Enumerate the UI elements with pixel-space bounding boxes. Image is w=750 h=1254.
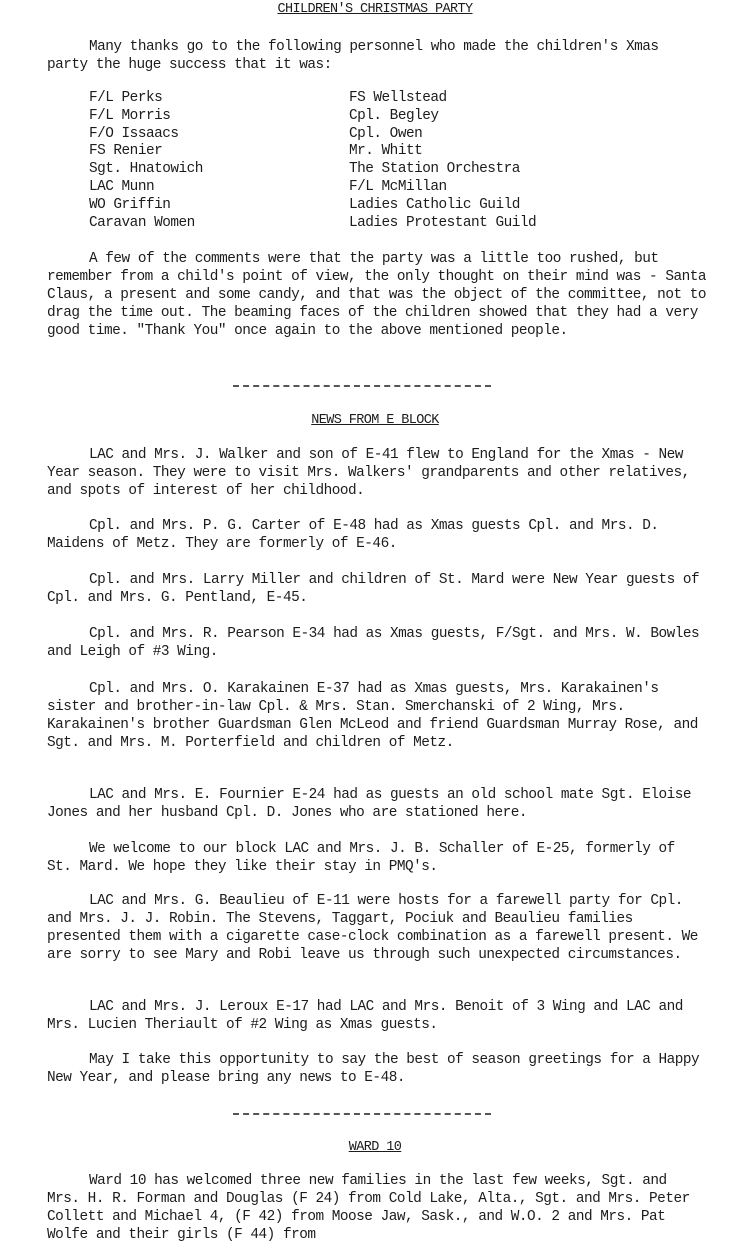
thanks-name: F/L McMillan xyxy=(349,178,447,195)
party-intro: Many thanks go to the following personnel who made the children's Xmas party the huge success that it was: xyxy=(47,39,659,73)
thanks-name: F/O Issaacs xyxy=(89,125,179,142)
party-title: CHILDREN'S CHRISTMAS PARTY xyxy=(277,2,473,17)
eblock-paragraph: Cpl. and Mrs. O. Karakainen E-37 had as Xmas guests, Mrs. Karakainen's sister and brother-in-law Cpl. & Mrs. Stan. Smerchanski of 2 Wing, Mrs. Karakainen's brother Guardsman Glen McLeod and friend Guardsman Murray Rose, and Sgt. and Mrs. M. Porterfield and children of Metz. xyxy=(47,681,698,751)
thanks-name: Ladies Catholic Guild xyxy=(349,196,520,213)
eblock-paragraph: LAC and Mrs. G. Beaulieu of E-11 were hosts for a farewell party for Cpl. and Mrs. J. J. Robin. The Stevens, Taggart, Pociuk and Beaulieu families presented them with a cigarette case-clock combination as a farewell present. We are sorry to see Mary and Robi leave us through such unexpected circumstances. xyxy=(47,893,698,963)
eblock-paragraph: LAC and Mrs. E. Fournier E-24 had as guests an old school mate Sgt. Eloise Jones and her husband Cpl. D. Jones who are stationed here. xyxy=(47,787,692,821)
eblock-title: NEWS FROM E BLOCK xyxy=(311,413,439,428)
thanks-name: FS Renier xyxy=(89,143,163,160)
thanks-name: Ladies Protestant Guild xyxy=(349,214,537,231)
thanks-name: WO Griffin xyxy=(89,196,171,213)
thanks-name: FS Wellstead xyxy=(349,90,447,106)
section-divider xyxy=(233,385,491,387)
eblock-paragraph: Cpl. and Mrs. Larry Miller and children of St. Mard were New Year guests of Cpl. and Mrs. G. Pentland, E-45. xyxy=(47,572,700,606)
party-comments: A few of the comments were that the party was a little too rushed, but remember from a child's point of view, the only thought on their mind was - Santa Claus, a present and some candy, and that was the object of the committee, not to drag the time out. The beaming faces of the children showed that they had a very good time. "Thank You" once again to the above mentioned people. xyxy=(47,251,706,339)
thanks-list-left xyxy=(89,90,203,232)
thanks-name: F/L Perks xyxy=(89,90,163,106)
eblock-paragraph: We welcome to our block LAC and Mrs. J. B. Schaller of E-25, formerly of St. Mard. We hope they like their stay in PMQ's. xyxy=(47,841,675,875)
eblock-paragraph: LAC and Mrs. J. Leroux E-17 had LAC and Mrs. Benoit of 3 Wing and LAC and Mrs. Lucien Theriault of #2 Wing as Xmas guests. xyxy=(47,999,683,1033)
thanks-name: Sgt. Hnatowich xyxy=(89,161,203,178)
thanks-name: Caravan Women xyxy=(89,214,195,231)
thanks-name: LAC Munn xyxy=(89,178,155,195)
eblock-paragraph: May I take this opportunity to say the best of season greetings for a Happy New Year, and please bring any news to E-48. xyxy=(47,1052,700,1086)
eblock-paragraph: LAC and Mrs. J. Walker and son of E-41 flew to England for the Xmas - New Year season. They were to visit Mrs. Walkers' grandparents and other relatives, and spots of interest of her childhood. xyxy=(47,447,690,499)
ward-title: WARD 10 xyxy=(348,1140,402,1155)
ward-paragraph: Ward 10 has welcomed three new families in the last few weeks, Sgt. and Mrs. H. R. Forman and Douglas (F 24) from Cold Lake, Alta., Sgt. and Mrs. Peter Collett and Michael 4, (F 42) from Moose Jaw, Sask., and W.O. 2 and Mrs. Pat Wolfe and their girls (F 44) from xyxy=(47,1173,690,1243)
eblock-paragraph: Cpl. and Mrs. R. Pearson E-34 had as Xmas guests, F/Sgt. and Mrs. W. Bowles and Leigh of #3 Wing. xyxy=(47,626,700,660)
thanks-name: Cpl. Owen xyxy=(349,125,423,142)
thanks-name: Mr. Whitt xyxy=(349,143,423,160)
section-divider xyxy=(233,1113,491,1115)
eblock-paragraph: Cpl. and Mrs. P. G. Carter of E-48 had as Xmas guests Cpl. and Mrs. D. Maidens of Metz. They are formerly of E-46. xyxy=(47,518,659,552)
thanks-name: The Station Orchestra xyxy=(349,161,520,178)
thanks-name: Cpl. Begley xyxy=(349,107,439,124)
thanks-name: F/L Morris xyxy=(89,107,171,124)
thanks-list-right xyxy=(349,90,536,232)
